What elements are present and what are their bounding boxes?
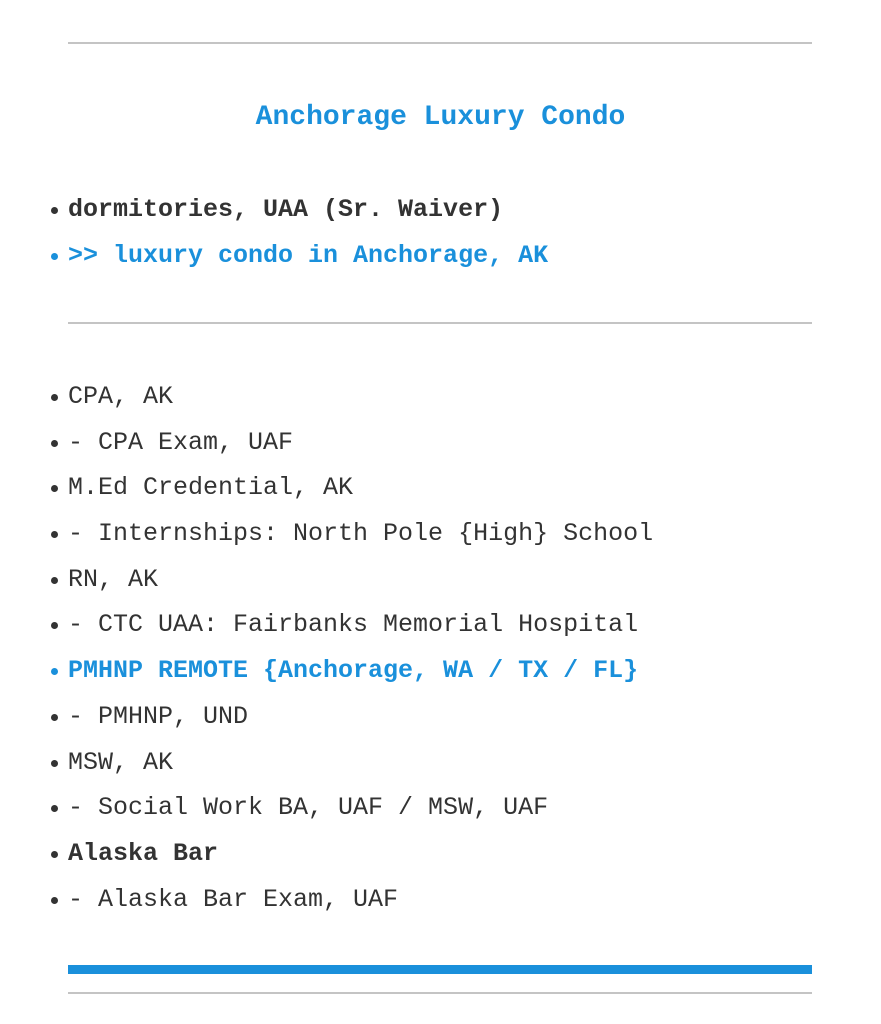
credentials-list xyxy=(68,377,653,925)
list-item: dormitories, UAA (Sr. Waiver) xyxy=(68,190,548,236)
list-item: - CPA Exam, UAF xyxy=(68,423,653,469)
list-item: - Internships: North Pole {High} School xyxy=(68,514,653,560)
list-item: - Social Work BA, UAF / MSW, UAF xyxy=(68,788,653,834)
top-divider xyxy=(68,42,812,44)
housing-list xyxy=(68,190,548,282)
bottom-divider xyxy=(68,992,812,994)
list-item: - Alaska Bar Exam, UAF xyxy=(68,880,653,926)
list-item: PMHNP REMOTE {Anchorage, WA / TX / FL} xyxy=(68,651,653,697)
page-title: Anchorage Luxury Condo xyxy=(255,102,626,133)
list-item: MSW, AK xyxy=(68,743,653,789)
list-item: - PMHNP, UND xyxy=(68,697,653,743)
list-item: - CTC UAA: Fairbanks Memorial Hospital xyxy=(68,605,653,651)
list-item: Alaska Bar xyxy=(68,834,653,880)
list-item: M.Ed Credential, AK xyxy=(68,468,653,514)
list-item: >> luxury condo in Anchorage, AK xyxy=(68,236,548,282)
accent-divider xyxy=(68,965,812,974)
list-item: RN, AK xyxy=(68,560,653,606)
section-divider xyxy=(68,322,812,324)
list-item: CPA, AK xyxy=(68,377,653,423)
